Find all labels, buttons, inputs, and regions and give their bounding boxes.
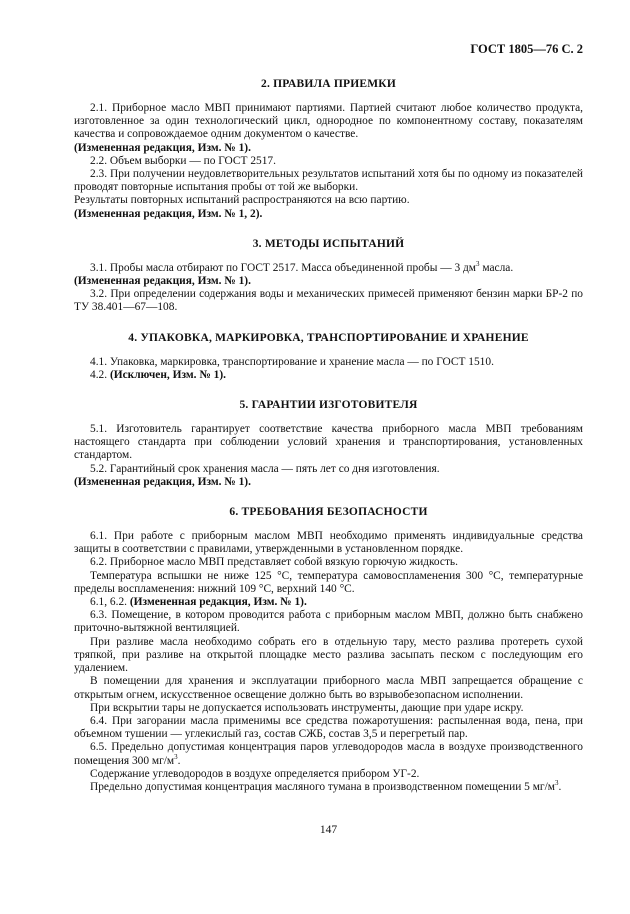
paragraph: 6.1. При работе с приборным маслом МВП необходимо применять индивидуальные средства защиты в соответствии с правилами, утвержденными в установленном порядке. bbox=[74, 530, 583, 556]
section-title: 6. ТРЕБОВАНИЯ БЕЗОПАСНОСТИ bbox=[229, 506, 428, 519]
section-title: 2. ПРАВИЛА ПРИЕМКИ bbox=[261, 78, 396, 90]
paragraph: Предельно допустимая концентрация масляного тумана в производственном помещении 5 $мг/м^3$. bbox=[90, 779, 562, 793]
superscript: 3 bbox=[174, 752, 178, 761]
amendment-note: (Измененная редакция, Изм. № 1, 2). bbox=[74, 207, 263, 220]
amendment-note: (Измененная редакция, Изм. № 1). bbox=[74, 275, 251, 288]
paragraph: Результаты повторных испытаний распространяются на всю партию. bbox=[74, 194, 410, 207]
paragraph: 2.1. Приборное масло МВП принимают партиями. Партией считают любое количество продукта, изготовленное за один технологический цикл, однородное по компонентному составу, показателям качества и сопровождаемое одним документом о качестве. bbox=[74, 102, 583, 141]
amendment-note: (Измененная редакция, Изм. № 1). bbox=[74, 475, 251, 488]
section-title: 3. МЕТОДЫ ИСПЫТАНИЙ bbox=[252, 237, 405, 250]
paragraph: При разливе масла необходимо собрать его в отдельную тару, место разлива протереть сухой тряпкой, при разливе на открытой площадке место разлива засыпать песком с последующим его удалением. bbox=[74, 635, 583, 675]
superscript: 3 bbox=[554, 779, 559, 788]
section-title: 4. УПАКОВКА, МАРКИРОВКА, ТРАНСПОРТИРОВАНИЕ И ХРАНЕНИЕ bbox=[128, 331, 529, 344]
paragraph: При вскрытии тары не допускается использовать инструменты, дающие при ударе искру. bbox=[90, 701, 524, 714]
paragraph: Температура вспышки не ниже 125 °С, температура самовоспламенения 300 °С, температурные пределы воспламенения: нижний 109 °С, верхний 140 °С. bbox=[74, 569, 583, 595]
amendment-note: (Исключен, Изм. № 1). bbox=[109, 368, 226, 381]
paragraph: 2.3. При получении неудовлетворительных результатов испытаний хотя бы по одному из показателей проводят повторные испытания пробы от той же выборки. bbox=[74, 168, 583, 194]
paragraph: 5.1. Изготовитель гарантирует соответствие качества приборного масла МВП требованиям настоящего стандарта при соблюдении условий хранения и транспортирования, установленных стандартом. bbox=[74, 423, 583, 462]
paragraph: 2.2. Объем выборки — по ГОСТ 2517. bbox=[90, 154, 276, 167]
paragraph: 4.2. (Исключен, Изм. № 1). bbox=[90, 368, 226, 381]
amendment-note: (Измененная редакция, Изм. № 1). bbox=[129, 596, 307, 609]
paragraph: Содержание углеводородов в воздухе определяется прибором УГ-2. bbox=[90, 767, 420, 780]
paragraph: 6.2. Приборное масло МВП представляет собой вязкую горючую жидкость. bbox=[90, 556, 458, 569]
paragraph: В помещении для хранения и эксплуатации приборного масла МВП запрещается обращение с открытым огнем, искусственное освещение должно быть во взрывобезопасном исполнении. bbox=[74, 675, 583, 701]
amendment-note: (Измененная редакция, Изм. № 1). bbox=[74, 141, 251, 154]
paragraph: 5.2. Гарантийный срок хранения масла — пять лет со дня изготовления. bbox=[90, 462, 440, 475]
paragraph: 4.1. Упаковка, маркировка, транспортирование и хранение масла — по ГОСТ 1510. bbox=[90, 355, 494, 368]
paragraph: 3.2. При определении содержания воды и механических примесей применяют бензин марки БР-2 по ТУ 38.401—67—108. bbox=[74, 288, 583, 314]
superscript: 3 bbox=[476, 260, 480, 269]
paragraph: 3.1. Пробы масла отбирают по ГОСТ 2517. Масса объединенной пробы — 3 $дм^3$ масла. bbox=[90, 260, 514, 274]
section-title: 5. ГАРАНТИИ ИЗГОТОВИТЕЛЯ bbox=[239, 399, 418, 412]
page-header: ГОСТ 1805—76 С. 2 bbox=[470, 42, 583, 56]
paragraph: 6.4. При загорании масла применимы все средства пожаротушения: распыленная вода, пена, при объемном тушении — углекислый газ, состав СЖБ, состав 3,5 и перегретый пар. bbox=[74, 714, 583, 741]
document-body bbox=[74, 78, 583, 794]
document-page bbox=[74, 0, 583, 914]
page-number: 147 bbox=[319, 824, 338, 836]
paragraph: 6.1, 6.2. (Измененная редакция, Изм. № 1). bbox=[90, 596, 307, 609]
paragraph: 6.3. Помещение, в котором проводится работа с приборным маслом МВП, должно быть снабжено приточно-вытяжной вентиляцией. bbox=[74, 609, 583, 635]
paragraph: 6.5. Предельно допустимая концентрация паров углеводородов масла в воздухе производственного помещения 300 $мг/м^3$. bbox=[74, 741, 583, 767]
